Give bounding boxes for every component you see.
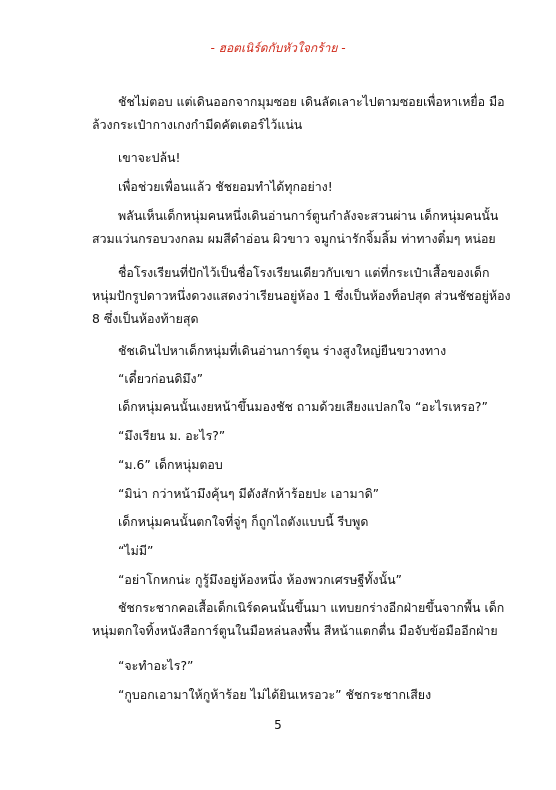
paragraph-9: “มึงเรียน ม. อะไร?” [118, 428, 226, 443]
paragraph-12: เด็กหนุ่มคนนั้นตกใจที่จู่ๆ ก็ถูกไถตังแบบนี้ รีบพูด [118, 514, 369, 529]
paragraph-5: ชื่อโรงเรียนที่ปักไว้เป็นชื่อโรงเรียนเดียวกับเขา แต่ที่กระเป๋าเสื้อของเด็กหนุ่มปักรูปดาวหนึ่งดวงแสดงว่าเรียนอยู่ห้อง 1 ซึ่งเป็นห้องท็อปสุด ส่วนชัชอยู่ห้อง 8 ซึ่งเป็นห้องท้ายสุด [92, 265, 511, 326]
paragraph-14: “อย่าโกหกน่ะ กูรู้มึงอยู่ห้องหนึ่ง ห้องพวกเศรษฐีทั้งนั้น” [118, 572, 402, 587]
paragraph-15: ชัชกระชากคอเสื้อเด็กเนิร์ดคนนั้นขึ้นมา แทบยกร่างอีกฝ่ายขึ้นจากพื้น เด็กหนุ่มตกใจทิ้งหนังสือการ์ตูนในมือหล่นลงพื้น สีหน้าแตกตื่น มือจับข้อมืออีกฝ่าย [92, 600, 505, 638]
paragraph-1: ชัชไม่ตอบ แต่เดินออกจากมุมซอย เดินลัดเลาะไปตามซอยเพื่อหาเหยื่อ มือล้วงกระเป๋ากางเกงกำมีดคัตเตอร์ไว้แน่น [92, 94, 505, 132]
paragraph-8: เด็กหนุ่มคนนั้นเงยหน้าขึ้นมองชัช ถามด้วยเสียงแปลกใจ “อะไรเหรอ?” [118, 399, 488, 414]
paragraph-3: เพื่อช่วยเพื่อนแล้ว ชัชยอมทำได้ทุกอย่าง! [118, 179, 333, 194]
page-number: 5 [274, 718, 282, 732]
paragraph-10: “ม.6” เด็กหนุ่มตอบ [118, 457, 223, 472]
paragraph-2: เขาจะปล้น! [118, 150, 181, 165]
paragraph-7: “เดี๋ยวก่อนดิมึง” [118, 371, 204, 386]
paragraph-13: “ไม่มี” [118, 543, 154, 558]
paragraph-16: “จะทำอะไร?” [118, 658, 194, 673]
paragraph-4: พลันเห็นเด็กหนุ่มคนหนึ่งเดินอ่านการ์ตูนกำลังจะสวนผ่าน เด็กหนุ่มคนนั้นสวมแว่นกรอบวงกลม ผมสีดำอ่อน ผิวขาว จมูกน่ารักจิ้มลิ้ม ท่าทางติ๋มๆ หน่อย [92, 208, 499, 246]
paragraph-6: ชัชเดินไปหาเด็กหนุ่มที่เดินอ่านการ์ตูน ร่างสูงใหญ่ยืนขวางทาง [118, 343, 447, 358]
paragraph-17: “กูบอกเอามาให้กูห้าร้อย ไม่ได้ยินเหรอวะ” ชัชกระชากเสียง [118, 687, 432, 702]
paragraph-11: “มิน่า กว่าหน้ามึงคุ้นๆ มีตังสักห้าร้อยปะ เอามาดิ” [118, 486, 380, 501]
running-header: - ฮอตเนิร์ดกับหัวใจกร้าย - [210, 41, 346, 55]
